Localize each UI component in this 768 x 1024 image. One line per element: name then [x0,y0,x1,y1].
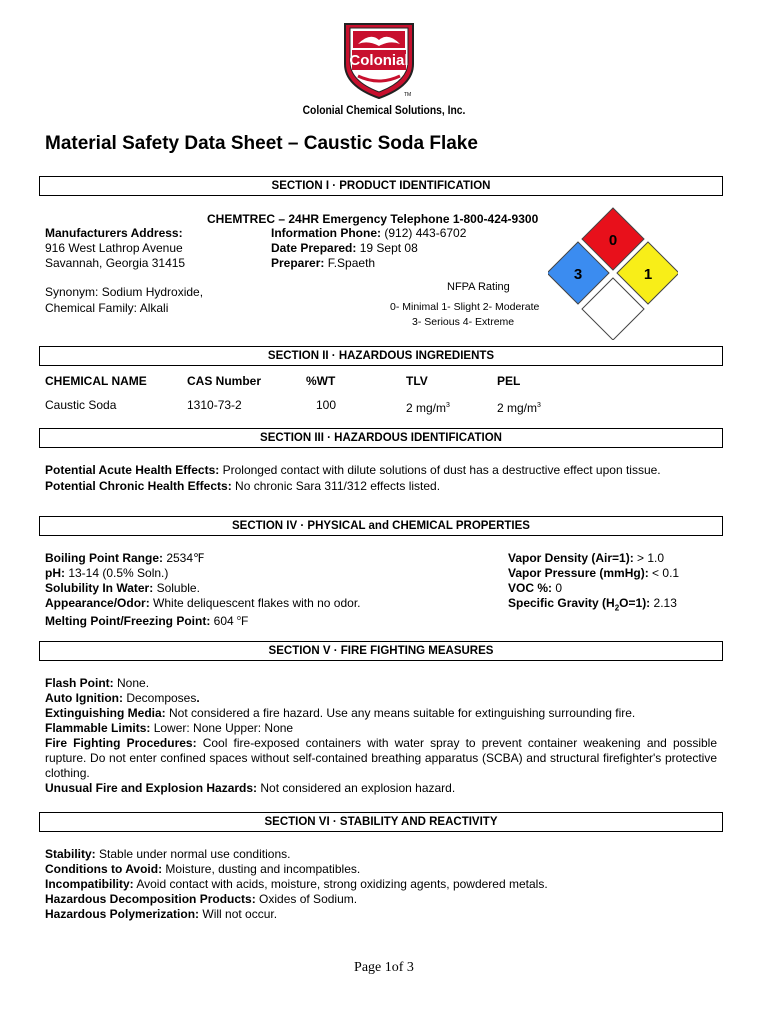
nfpa-scale-1: 0- Minimal 1- Slight 2- Moderate [390,301,540,313]
boiling-point [45,551,204,566]
ph [45,566,168,581]
melting-degree: o [237,615,241,622]
nfpa-diamond [548,206,678,340]
page-number: Page 1of 3 [354,960,414,975]
pel-value: 2 mg/m [497,401,538,415]
sg-sub: 2 [614,603,620,613]
fire-fighting-procedures [45,736,717,781]
preparer-label: Preparer: [271,256,325,270]
flash-point [45,676,149,691]
acute-effects [45,463,661,478]
appearance [45,596,361,611]
chronic-effects [45,479,440,494]
auto-end: . [196,691,200,705]
synonym: Synonym: Sodium Hydroxide, [45,285,204,299]
nfpa-health-value: 3 [573,266,583,283]
cell-cas-number: 1310-73-2 [187,398,242,412]
voc-value: 0 [552,581,563,595]
unusual-hazards [45,781,455,796]
info-phone-label: Information Phone: [271,226,381,240]
decomp-label: Hazardous Decomposition Products: [45,892,256,906]
colonial-logo [340,20,418,100]
vapor-pressure-label: Vapor Pressure (mmHg): [508,566,649,580]
col-pel: PEL [497,374,521,388]
incompat-value: Avoid contact with acids, moisture, strong oxidizing agents, powdered metals. [133,877,548,891]
unusual-value: Not considered an explosion hazard. [257,781,456,795]
col-wt: %WT [306,374,336,388]
sg-value: 2.13 [650,596,677,610]
manufacturer-label: Manufacturers Address: [45,226,183,240]
col-tlv: TLV [406,374,428,388]
decomposition-products [45,892,357,907]
cell-chemical-name: Caustic Soda [45,398,117,412]
avoid-label: Conditions to Avoid: [45,862,163,876]
flammable-limits [45,721,293,736]
info-phone [271,226,466,241]
avoid-value: Moisture, dusting and incompatibles. [162,862,361,876]
section1-header: SECTION I · PRODUCT IDENTIFICATION [39,176,723,196]
specific-gravity [508,596,677,615]
chronic-label: Potential Chronic Health Effects: [45,479,232,493]
melting-point [45,611,248,629]
incompat-label: Incompatibility: [45,877,134,891]
col-cas-number: CAS Number [187,374,262,388]
acute-label: Potential Acute Health Effects: [45,463,220,477]
ext-value: Not considered a fire hazard. Use any means suitable for extinguishing surrounding fire. [165,706,636,720]
poly-value: Will not occur. [199,907,278,921]
hazardous-polymerization [45,907,277,922]
acute-value: Prolonged contact with dilute solutions of dust has a destructive effect upon tissue. [219,463,661,477]
nfpa-flammability-value: 0 [608,232,618,249]
auto-value: Decomposes [122,691,197,705]
ext-label: Extinguishing Media: [45,706,166,720]
solubility [45,581,200,596]
section5-header: SECTION V · FIRE FIGHTING MEASURES [39,641,723,661]
auto-ignition [45,691,200,706]
company-name: Colonial Chemical Solutions, Inc. [302,103,466,117]
section3-header: SECTION III · HAZARDOUS IDENTIFICATION [39,428,723,448]
address-line-2: Savannah, Georgia 31415 [45,256,186,270]
incompatibility [45,877,548,892]
solubility-value: Soluble. [153,581,200,595]
appearance-label: Appearance/Odor: [45,596,150,610]
stability-value: Stable under normal use conditions. [95,847,291,861]
tlv-sup: 3 [446,402,450,409]
flash-value: None. [113,676,150,690]
logo-tm: TM [404,92,412,98]
section2-header: SECTION II · HAZARDOUS INGREDIENTS [39,346,723,366]
sg-label-b: O=1): [619,596,651,610]
decomp-value: Oxides of Sodium. [255,892,358,906]
flash-label: Flash Point: [45,676,114,690]
vapor-density [508,551,664,566]
boiling-label: Boiling Point Range: [45,551,163,565]
nfpa-reactivity-value: 1 [643,266,653,283]
ph-label: pH: [45,566,65,580]
vapor-pressure-value: < 0.1 [648,566,680,580]
poly-label: Hazardous Polymerization: [45,907,200,921]
cell-pel [497,398,541,416]
date-prepared-value: 19 Sept 08 [359,241,418,255]
address-line-1: 916 West Lathrop Avenue [45,241,183,255]
appearance-value: White deliquescent flakes with no odor. [149,596,361,610]
extinguishing-media [45,706,635,721]
cell-wt: 100 [316,398,337,412]
vapor-pressure [508,566,679,581]
conditions-to-avoid [45,862,360,877]
flam-value: Lower: None Upper: None [150,721,294,735]
chemical-family: Chemical Family: Alkali [45,301,169,315]
stability [45,847,290,862]
preparer [271,256,375,271]
section6-header: SECTION VI · STABILITY AND REACTIVITY [39,812,723,832]
voc [508,581,562,596]
section4-header: SECTION IV · PHYSICAL and CHEMICAL PROPERTIES [39,516,723,536]
date-prepared [271,241,418,256]
melting-unit: F [240,614,249,628]
solubility-label: Solubility In Water: [45,581,154,595]
document-title: Material Safety Data Sheet – Caustic Soda Flake [45,133,478,154]
auto-label: Auto Ignition: [45,691,123,705]
sg-label-a: Specific Gravity (H [508,596,615,610]
cell-tlv [406,398,450,416]
tlv-value: 2 mg/m [406,401,447,415]
boiling-value: 2534℉ [163,551,205,565]
chemtrec-line: CHEMTREC – 24HR Emergency Telephone 1-800-424-9300 [207,212,539,226]
ph-value: 13-14 (0.5% Soln.) [65,566,169,580]
proc-label: Fire Fighting Procedures: [45,736,197,750]
melting-label: Melting Point/Freezing Point: [45,614,211,628]
nfpa-scale-2: 3- Serious 4- Extreme [412,316,515,328]
vapor-density-label: Vapor Density (Air=1): [508,551,634,565]
pel-sup: 3 [537,402,541,409]
melting-value: 604 [210,614,238,628]
info-phone-value: (912) 443-6702 [384,226,467,240]
flam-label: Flammable Limits: [45,721,151,735]
proc-value: Cool fire-exposed containers with water spray to prevent container weakening and possible rupture. Do not enter confined spaces without self-contained breathing apparatus (SCBA) and structural firefighter's protective clothing. [45,736,717,780]
nfpa-title: NFPA Rating [447,281,510,293]
logo-text: Colonial [349,52,409,69]
chronic-value: No chronic Sara 311/312 effects listed. [231,479,441,493]
voc-label: VOC %: [508,581,553,595]
unusual-label: Unusual Fire and Explosion Hazards: [45,781,258,795]
preparer-value: F.Spaeth [327,256,376,270]
stability-label: Stability: [45,847,96,861]
col-chemical-name: CHEMICAL NAME [45,374,147,388]
date-prepared-label: Date Prepared: [271,241,357,255]
vapor-density-value: > 1.0 [633,551,665,565]
